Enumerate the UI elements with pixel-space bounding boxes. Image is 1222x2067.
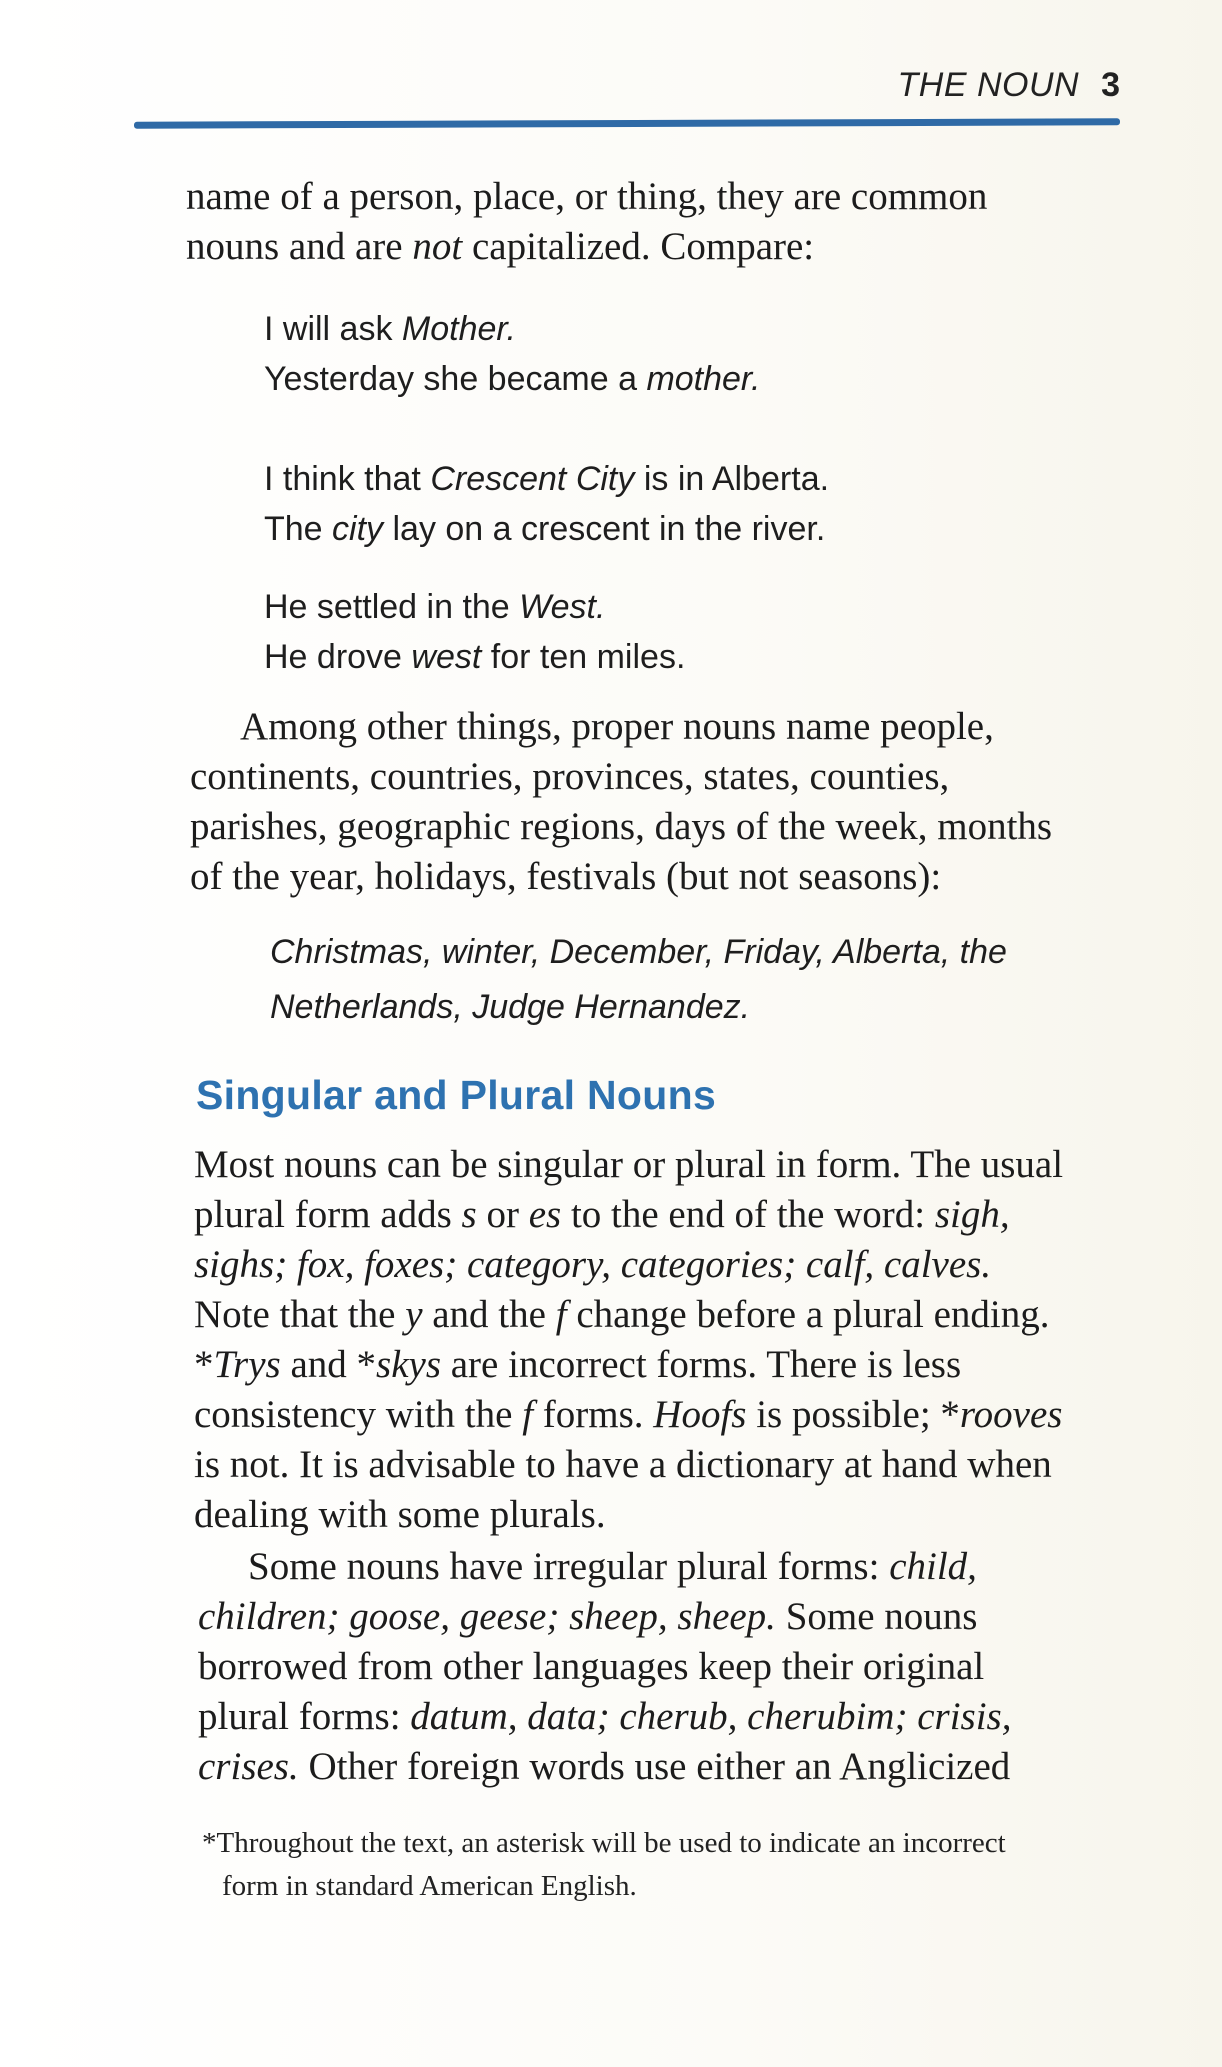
page-number: 3 [1101,66,1120,104]
example-group-west [264,582,685,682]
section-heading: Singular and Plural Nouns [196,1072,717,1118]
plural-paragraph [194,1140,1063,1540]
paragraph-line: consistency with the f forms. Hoofs is possible; *rooves [194,1393,1063,1436]
irregular-paragraph [198,1542,1011,1792]
example-line: Yesterday she became a mother. [264,360,761,398]
proper-nouns-paragraph [190,702,1052,902]
intro-line: nouns and are not capitalized. Compare: [186,225,815,268]
intro-paragraph [186,172,987,272]
proper-nouns-examples [270,925,1007,1035]
example-group-mother [264,304,760,404]
example-group-city [264,454,829,554]
example-line: Christmas, winter, December, Friday, Alberta, the [270,933,1007,971]
footnote-line: form in standard American English. [222,1870,637,1902]
paragraph-line: Most nouns can be singular or plural in form. The usual [194,1143,1064,1186]
paragraph-line: is not. It is advisable to have a dictionary at hand when [194,1443,1052,1486]
running-head [898,66,1120,105]
example-line: I will ask Mother. [264,310,516,348]
paragraph-line: *Trys and *skys are incorrect forms. There is less [194,1343,962,1386]
intro-line: name of a person, place, or thing, they are common [186,175,988,218]
paragraph-line: crises. Other foreign words use either an Anglicized [198,1745,1011,1788]
paragraph-line: Note that the y and the f change before a plural ending. [194,1293,1050,1336]
paragraph-line: dealing with some plurals. [194,1493,606,1536]
paragraph-line: Among other things, proper nouns name people, [240,705,994,748]
footnote-line: *Throughout the text, an asterisk will be used to indicate an incorrect [202,1827,1006,1859]
paragraph-line: plural forms: datum, data; cherub, cherubim; crisis, [198,1695,1012,1738]
example-line: I think that Crescent City is in Alberta. [264,460,830,498]
example-line: He settled in the West. [264,588,606,626]
paragraph-line: children; goose, geese; sheep, sheep. Some nouns [198,1595,978,1638]
paragraph-line: parishes, geographic regions, days of the week, months [190,805,1053,848]
paragraph-line: continents, countries, provinces, states, counties, [190,755,950,798]
header-rule [134,118,1120,128]
paragraph-line: of the year, holidays, festivals (but not seasons): [190,855,942,898]
example-line: Netherlands, Judge Hernandez. [270,988,751,1026]
paragraph-line: Some nouns have irregular plural forms: child, [248,1545,977,1588]
paragraph-line: sighs; fox, foxes; category, categories; calf, calves. [194,1243,992,1286]
example-line: The city lay on a crescent in the river. [264,510,826,548]
paragraph-line: plural form adds s or es to the end of the word: sigh, [194,1193,1010,1236]
paragraph-line: borrowed from other languages keep their original [198,1645,985,1688]
footnote [202,1822,1142,1908]
example-line: He drove west for ten miles. [264,638,686,676]
running-title: THE NOUN [897,66,1080,104]
